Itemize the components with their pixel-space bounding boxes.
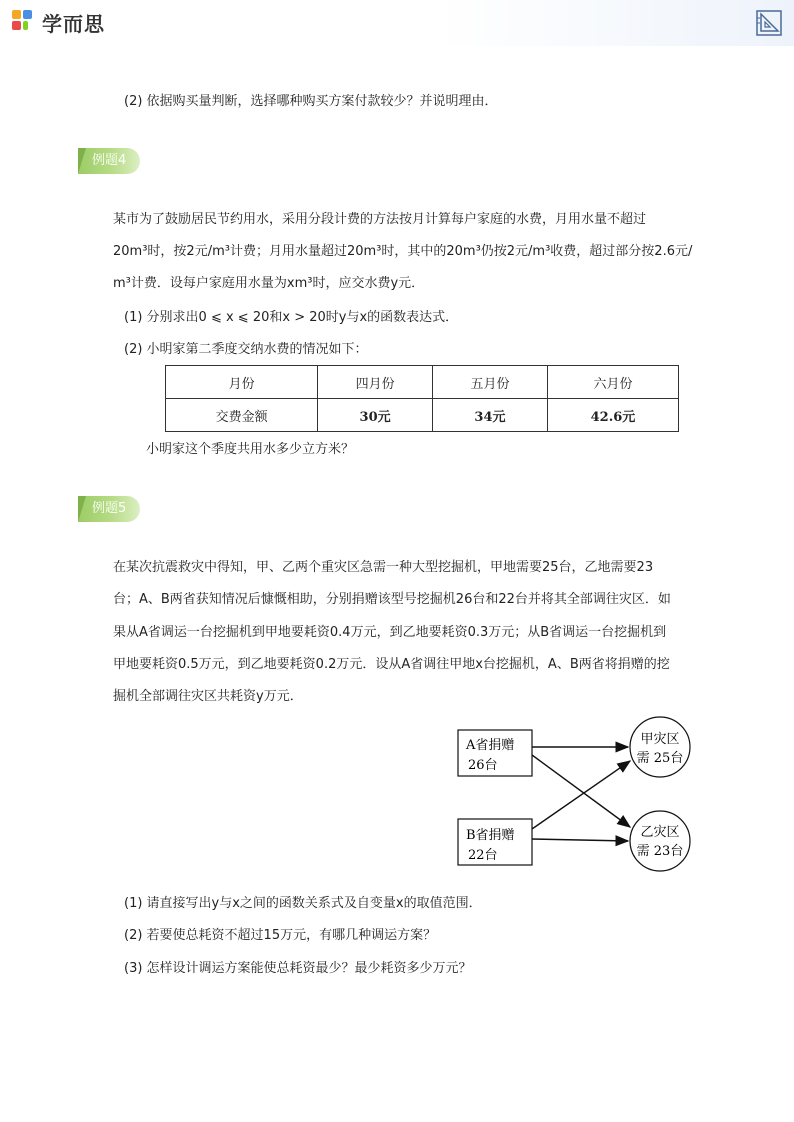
box-a-line2: 26台 — [468, 758, 498, 773]
table-header-cell: 月份 — [166, 366, 318, 399]
zone-jia-circle — [630, 717, 690, 777]
box-b-line2: 22台 — [468, 848, 498, 863]
table-header-row — [166, 366, 679, 399]
ex4-text-line3: m³计费．设每户家庭用水量为xm³时，应交水费y元． — [113, 276, 425, 291]
page-header — [0, 0, 794, 46]
table-cell: 30元 — [318, 399, 433, 432]
table-row — [166, 399, 679, 432]
ex4-text-line1: 某市为了鼓励居民节约用水，采用分段计费的方法按月计算每户家庭的水费，月用水量不超过 — [113, 212, 647, 227]
ex4-text-line2: 20m³时，按2元/m³计费；月用水量超过20m³时，其中的20m³仍按2元/m³收费，超过部分按2.6元/ — [113, 244, 693, 259]
table-cell: 交费金额 — [166, 399, 318, 432]
table-cell: 42.6元 — [547, 399, 678, 432]
ex4-after-table: 小明家这个季度共用水多少立方米？ — [146, 442, 355, 457]
circle-jia-line2: 需 25台 — [636, 751, 684, 766]
ex4-question-1: (1) 分别求出0 ⩽ x ⩽ 20和x > 20时y与x的函数表达式． — [124, 310, 459, 325]
logo-mark-icon — [12, 10, 36, 34]
ex5-text-line3: 果从A省调运一台挖掘机到甲地要耗资0.4万元，到乙地要耗资0.3万元；从B省调运一台挖掘机到 — [113, 625, 667, 640]
circle-yi-line2: 需 23台 — [636, 844, 684, 859]
ex5-question-3: (3) 怎样设计调运方案能使总耗资最少？最少耗资多少万元？ — [124, 961, 472, 976]
arrow-a-yi — [532, 755, 630, 827]
ex5-text-line4: 甲地要耗资0.5万元，到乙地要耗资0.2万元．设从A省调往甲地x台挖掘机，A、B两省将捐赠的挖 — [113, 657, 670, 672]
prev-question-2: (2) 依据购买量判断，选择哪种购买方案付款较少？并说明理由． — [124, 94, 498, 109]
logo — [12, 8, 105, 36]
table-header-cell: 四月份 — [318, 366, 433, 399]
example-5-tag: 例题5 — [78, 496, 140, 522]
arrow-b-jia — [532, 761, 630, 829]
zone-yi-circle — [630, 811, 690, 871]
ex5-question-1: (1) 请直接写出y与x之间的函数关系式及自变量x的取值范围． — [124, 896, 482, 911]
arrow-b-yi — [532, 839, 628, 841]
ex5-question-2: (2) 若要使总耗资不超过15万元，有哪几种调运方案？ — [124, 928, 437, 943]
ex5-text-line2: 台；A、B两省获知情况后慷慨相助，分别捐赠该型号挖掘机26台和22台并将其全部调往灾区．如 — [113, 592, 671, 607]
box-b-line1: B省捐赠 — [466, 828, 515, 843]
table-cell: 34元 — [433, 399, 548, 432]
logo-text: 学而思 — [42, 11, 105, 36]
allocation-diagram — [450, 715, 700, 875]
ex5-text-line5: 掘机全部调往灾区共耗资y万元． — [113, 689, 303, 704]
circle-jia-line1: 甲灾区 — [640, 732, 680, 747]
box-a-line1: A省捐赠 — [466, 738, 515, 753]
table-header-cell: 五月份 — [433, 366, 548, 399]
example-4-tag: 例题4 — [78, 148, 140, 174]
ruler-triangle-icon — [756, 10, 782, 36]
table-header-cell: 六月份 — [547, 366, 678, 399]
water-fee-table — [165, 365, 679, 432]
circle-yi-line1: 乙灾区 — [640, 825, 680, 840]
ex5-text-line1: 在某次抗震救灾中得知，甲、乙两个重灾区急需一种大型挖掘机，甲地需要25台，乙地需要23 — [113, 560, 654, 575]
ex4-question-2: (2) 小明家第二季度交纳水费的情况如下： — [124, 342, 368, 357]
